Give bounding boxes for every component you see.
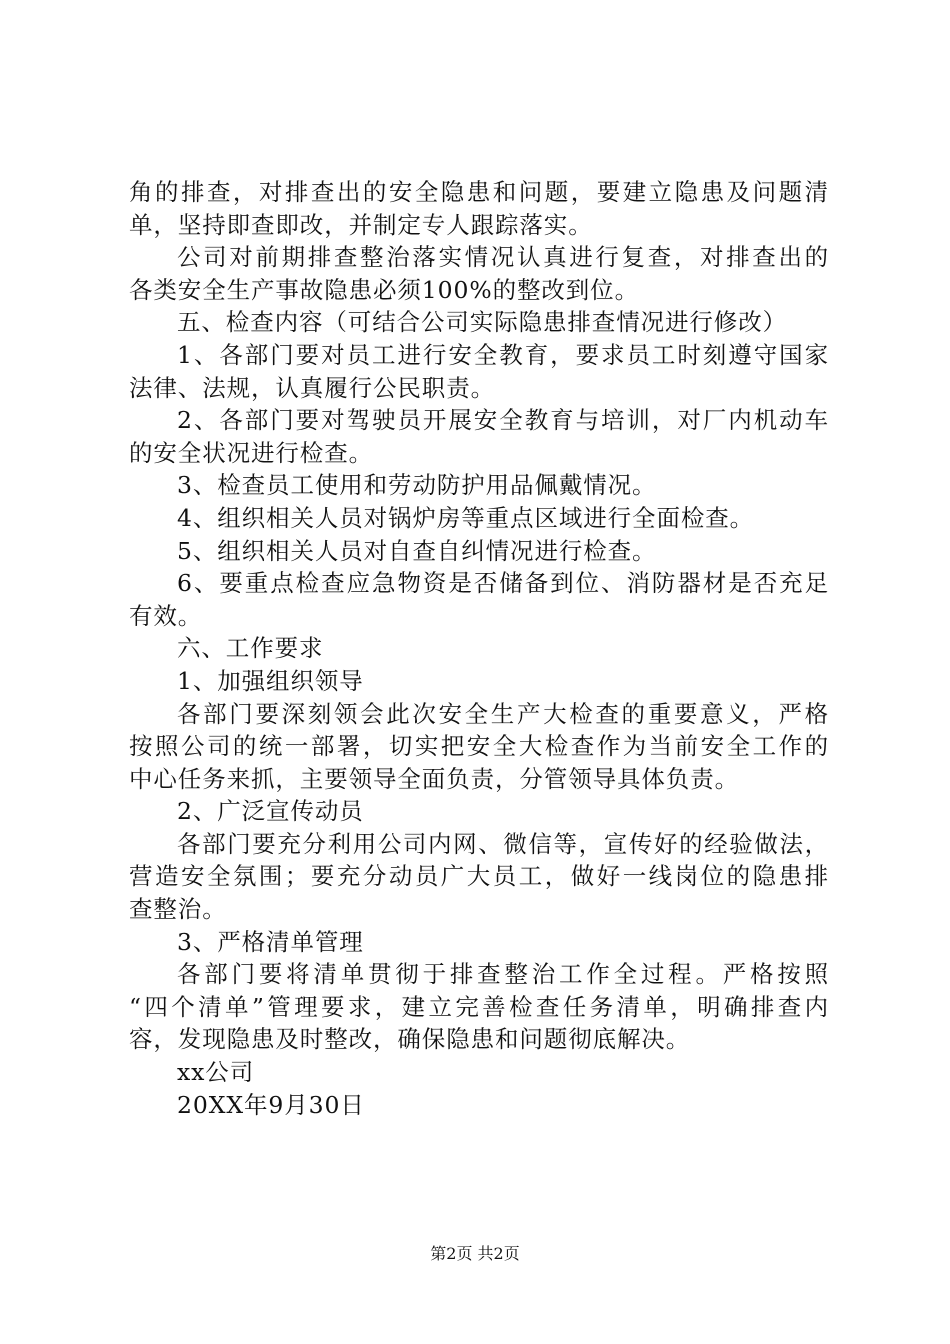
document-line: xx公司 (177, 1058, 255, 1087)
document-line: 有效。 (129, 601, 203, 630)
document-line: 各部门要深刻领会此次安全生产大检查的重要意义，严格 (177, 699, 829, 728)
document-line: 容，发现隐患及时整改，确保隐患和问题彻底解决。 (129, 1025, 691, 1054)
document-line: 1、加强组织领导 (177, 666, 364, 695)
document-line: 5、组织相关人员对自查自纠情况进行检查。 (177, 536, 657, 565)
document-line: 2、各部门要对驾驶员开展安全教育与培训，对厂内机动车 (177, 406, 829, 435)
document-line: 五、检查内容（可结合公司实际隐患排查情况进行修改） (177, 308, 787, 337)
document-line: 4、组织相关人员对锅炉房等重点区域进行全面检查。 (177, 503, 755, 532)
document-line: 20XX年9月30日 (177, 1090, 365, 1119)
document-line: 的安全状况进行检查。 (129, 438, 373, 467)
document-line: 6、要重点检查应急物资是否储备到位、消防器材是否充足 (177, 569, 829, 598)
document-line: 各部门要充分利用公司内网、微信等，宣传好的经验做法， (177, 829, 829, 858)
document-line: 六、工作要求 (177, 634, 324, 663)
document-line: 营造安全氛围；要充分动员广大员工，做好一线岗位的隐患排 (129, 862, 829, 891)
document-line: 中心任务来抓，主要领导全面负责，分管领导具体负责。 (129, 764, 739, 793)
document-line: 查整治。 (129, 895, 227, 924)
document-line: “四个清单”管理要求，建立完善检查任务清单，明确排查内 (129, 992, 829, 1021)
document-line: 各部门要将清单贯彻于排查整治工作全过程。严格按照 (177, 960, 829, 989)
document-line: 公司对前期排查整治落实情况认真进行复查，对排查出的 (177, 243, 829, 272)
document-line: 3、检查员工使用和劳动防护用品佩戴情况。 (177, 471, 657, 500)
document-body (129, 176, 829, 1121)
document-line: 各类安全生产事故隐患必须100%的整改到位。 (129, 275, 639, 304)
page-footer: 第2页 共2页 (430, 1244, 520, 1263)
document-line: 法律、法规，认真履行公民职责。 (129, 373, 495, 402)
document-line: 1、各部门要对员工进行安全教育，要求员工时刻遵守国家 (177, 340, 829, 369)
document-line: 2、广泛宣传动员 (177, 797, 364, 826)
document-line: 3、严格清单管理 (177, 927, 364, 956)
document-line: 角的排查，对排查出的安全隐患和问题，要建立隐患及问题清 (129, 178, 829, 206)
document-line: 单，坚持即查即改，并制定专人跟踪落实。 (129, 210, 593, 239)
document-line: 按照公司的统一部署，切实把安全大检查作为当前安全工作的 (129, 732, 829, 761)
